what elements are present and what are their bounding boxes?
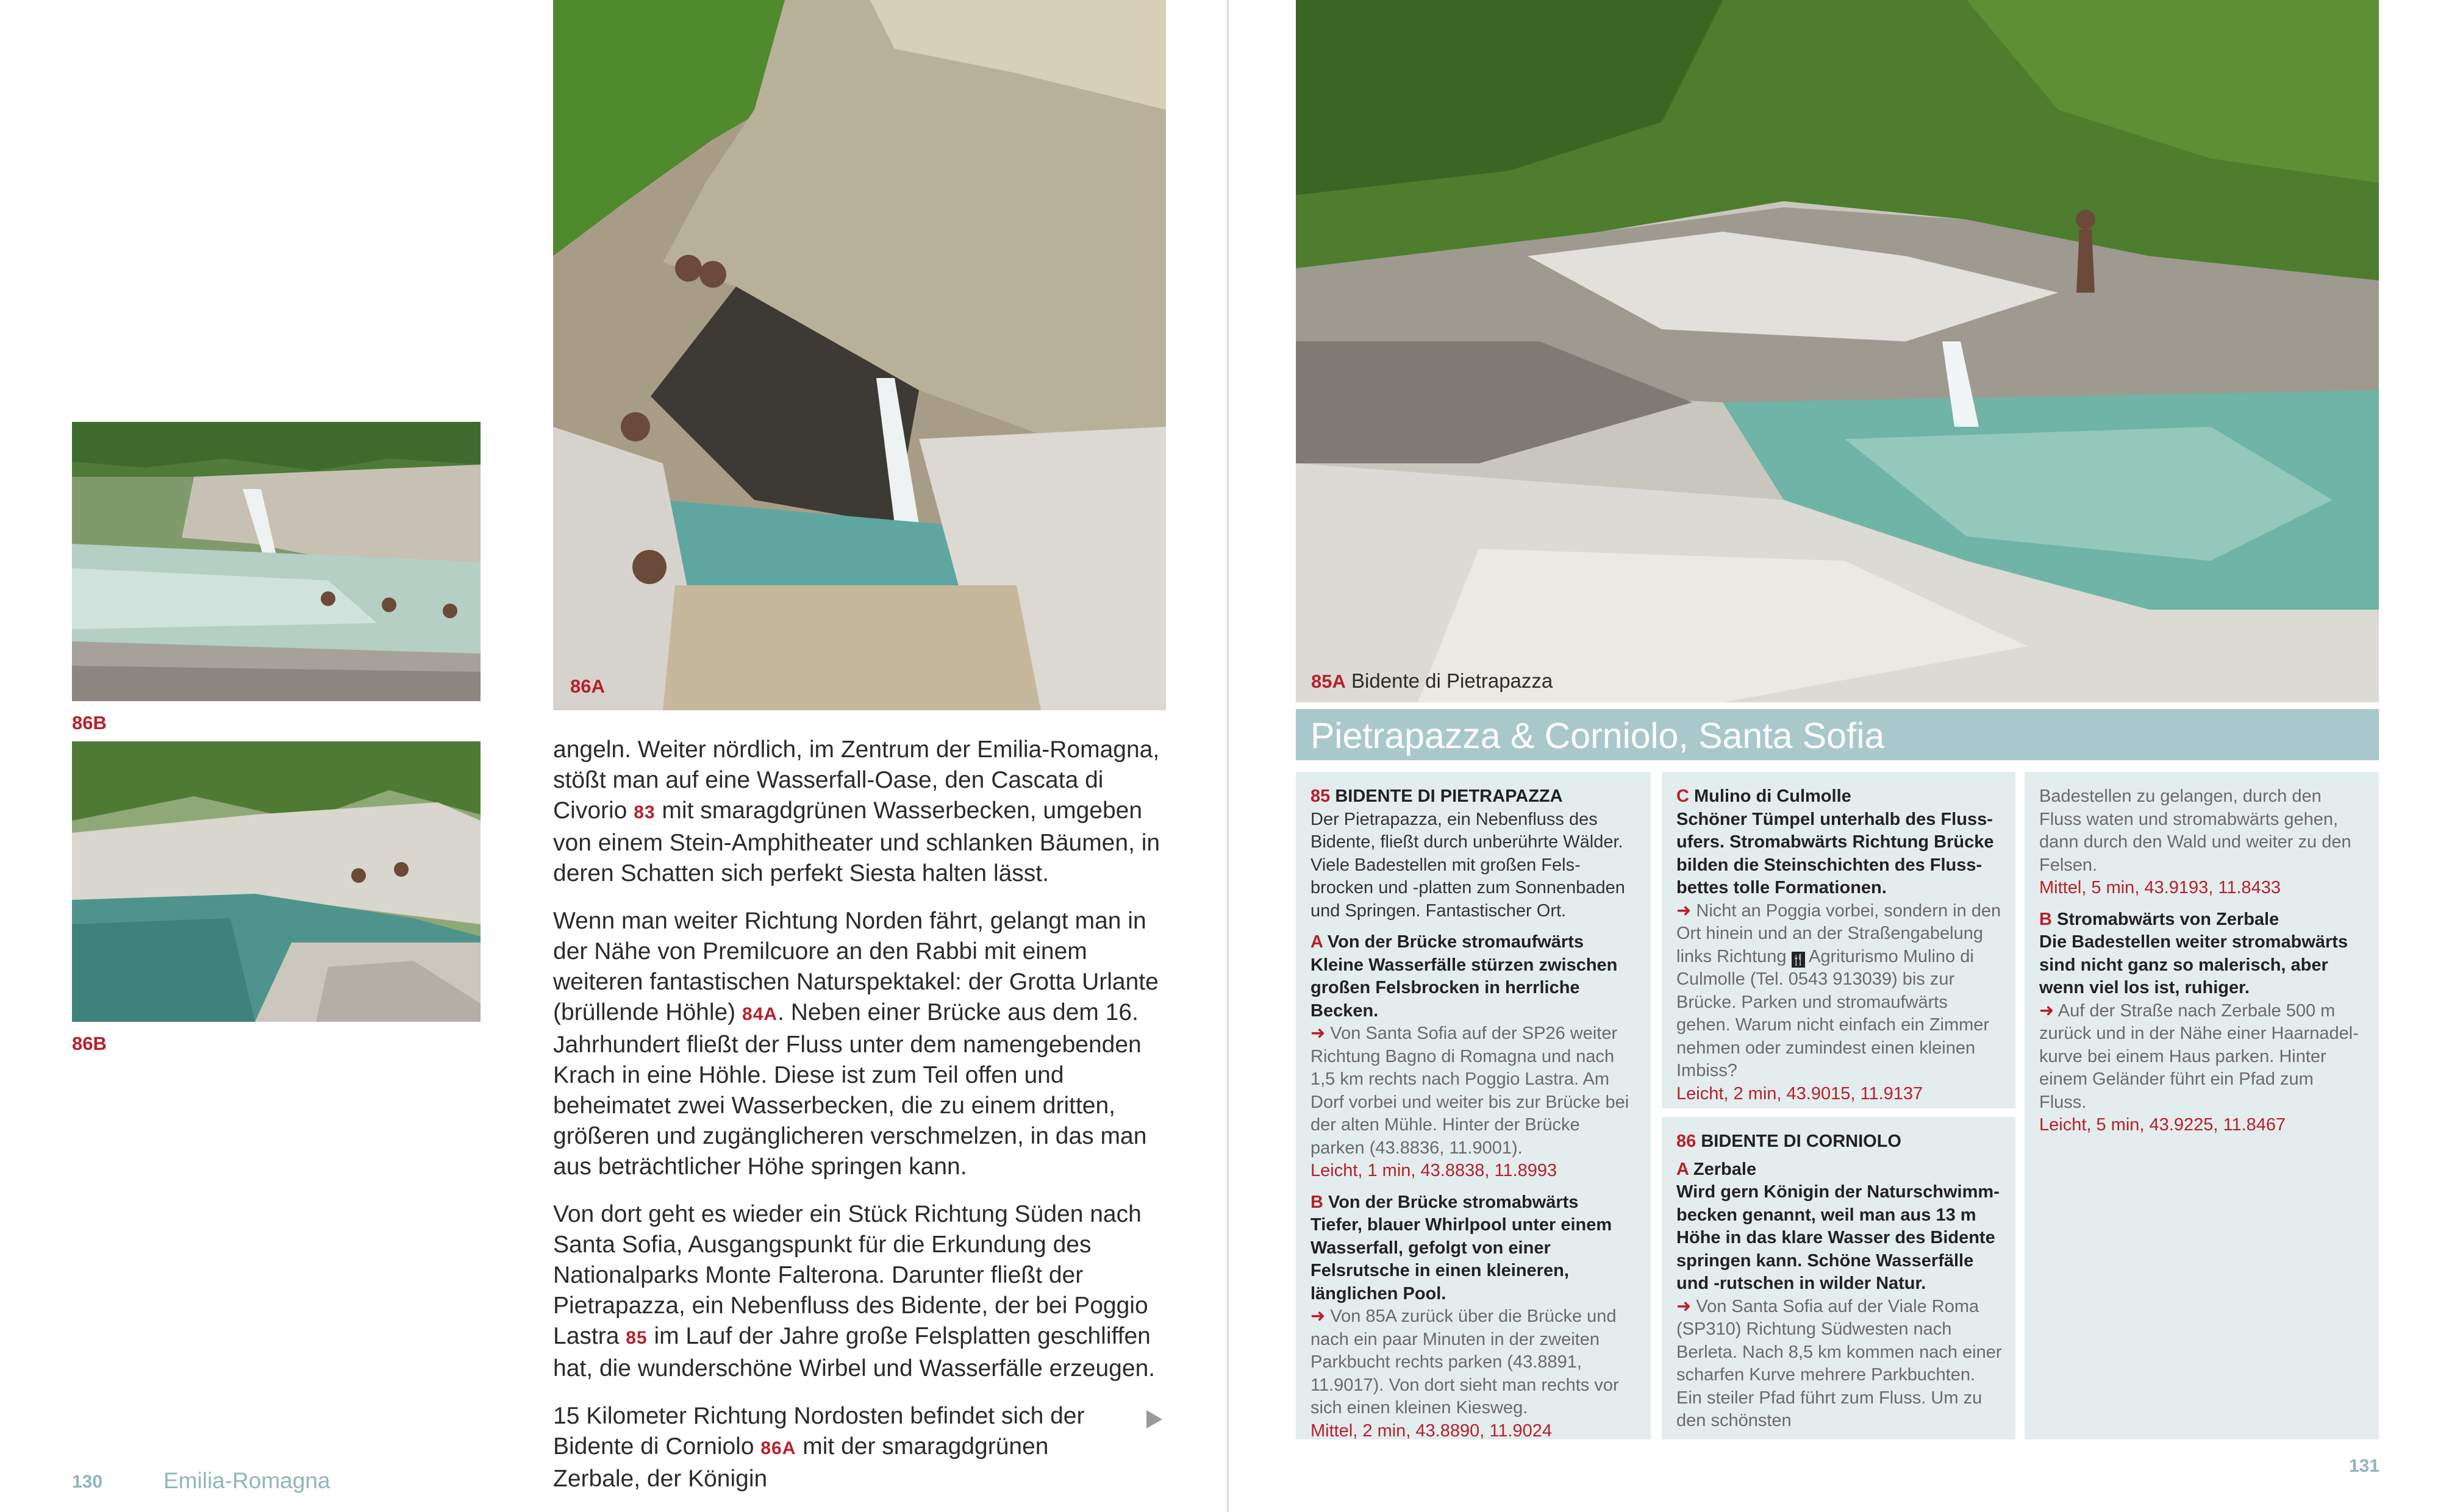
sub-desc-85a: Kleine Wasserfälle stürzen zwischen großen Felsbrocken in herrliche Becken. (1310, 955, 1618, 1021)
sub-desc-86b: Die Badestellen weiter stromabwärts sind nicht ganz so malerisch, aber wenn viel los ist, ruhiger. (2039, 932, 2348, 997)
info-85a: Leicht, 1 min, 43.8838, 11.8993 (1310, 1161, 1557, 1180)
directions-85a: ➜ Von Santa Sofia auf der SP26 weiter Richtung Bagno di Romagna und nach 1,5 km rechts nach Poggio Lastra. Am Dorf vorbei und weiter bis zur Brücke bei der alten Mühle. Hinter der Brücke parken (43.8836, 11.9001). (1310, 1024, 1629, 1158)
directions-86a: ➜ Von Santa Sofia auf der Viale Roma (SP310) Richtung Südwesten nach Berleta. Nach 8,5 km kommen nach einer scharfen Kurve mehrere Parkbuchten. Ein steiler Pfad führt zum Fluss. Um zu den schönsten (1676, 1296, 2002, 1430)
section-title-bar (1296, 709, 2379, 760)
directions-86a-cont: Badestellen zu gelangen, durch den Fluss waten und stromabwärts gehen, dann durch den Wald und weiter zu den Felsen. (2039, 786, 2351, 875)
sub-desc-86a: Wird gern Königin der Naturschwimmbecken genannt, weil man aus 13 m Höhe in das klare Wasser des Bidente springen kann. Schöne Wasserfälle und -rutschen in wilder Natur. (1676, 1182, 2000, 1293)
info-85b: Mittel, 2 min, 43.8890, 11.9024 (1310, 1421, 1553, 1441)
section-title: Pietrapazza & Corniolo, Santa Sofia (1310, 716, 1885, 756)
arrow-right-icon: ➜ (1676, 1296, 1692, 1316)
ref-85: 85 (626, 1328, 648, 1348)
sub-desc-85c: Schöner Tümpel unterhalb des Flussufers. Stromabwärts Richtung Brücke bilden die Steinschichten des Flussbettes tolle Formationen. (1676, 809, 1994, 897)
info-86a: Mittel, 5 min, 43.9193, 11.8433 (2039, 878, 2281, 897)
triangle-right-icon (1146, 1410, 1162, 1428)
page-number-left: 130 (72, 1472, 103, 1492)
main-article-text (553, 735, 1166, 1511)
info-box-86-cont (2025, 772, 2379, 1439)
photo-86a-canyon (553, 0, 1166, 710)
page-gutter (1227, 0, 1229, 1512)
photo-86b-pool (72, 422, 481, 701)
paragraph-3: Von dort geht es wieder ein Stück Richtung Süden nach Santa Sofia, Ausgangspunkt für die Erkundung des Nationalparks Monte Falterona. Darunter fließt der Pietrapazza, ein Nebenfluss des Bidente, der bei Poggio Lastra 85 im Lauf der Jahre große Felsplatten geschliffen hat, die wunderschöne Wirbel und Wasserfälle erzeugen. (553, 1201, 1156, 1382)
sub-heading-86b: B Stromabwärts von Zerbale (2039, 909, 2279, 929)
info-box-85c (1662, 772, 2015, 1108)
info-85c: Leicht, 2 min, 43.9015, 11.9137 (1676, 1083, 1923, 1104)
info-box-86 (1662, 1117, 2015, 1439)
photo-86b-rocks (72, 741, 481, 1022)
arrow-right-icon: ➜ (1676, 900, 1692, 921)
spot-intro-85: Der Pietrapazza, ein Nebenfluss des Bidente, fließt durch unberührte Wälder. Viele Badestellen mit großen Felsbrocken und -platten zum Sonnenbaden und Springen. Fantastischer Ort. (1310, 809, 1625, 921)
photo-label-86b-top: 86B (72, 712, 107, 733)
info-86b: Leicht, 5 min, 43.9225, 11.8467 (2039, 1115, 2286, 1135)
sub-heading-85a: A Von der Brücke stromaufwärts (1310, 932, 1584, 952)
restaurant-icon: 🍴 (1792, 952, 1805, 968)
ref-84a: 84A (742, 1004, 778, 1024)
info-box-85 (1296, 772, 1651, 1439)
photo-caption-85a: 85A Bidente di Pietrapazza (1311, 669, 1553, 692)
spot-heading-86: 86 BIDENTE DI CORNIOLO (1676, 1132, 1901, 1151)
page-number-right: 131 (2349, 1456, 2380, 1476)
arrow-right-icon: ➜ (1310, 1024, 1326, 1043)
ref-86a: 86A (760, 1438, 796, 1458)
directions-85c: ➜ Nicht an Poggia vorbei, sondern in den Ort hinein und an der Straßengabelung links Richtung 🍴 Agriturismo Mulino di Culmolle (Tel. 0543 913039) bis zur Brücke. Parken und stromaufwärts gehen. Warum nicht einfach ein Zimmer nehmen oder zumindest einen kleinen Imbiss? (1676, 900, 2001, 1080)
paragraph-1: angeln. Weiter nördlich, im Zentrum der Emilia-Romagna, stößt man auf eine Wasserfall-Oase, den Cascata di Civorio 83 mit smaragdgrünen Wasserbecken, umgeben von einem Stein-Amphitheater und schlanken Bäumen, in deren Schatten sich perfekt Siesta halten lässt. (553, 736, 1160, 886)
sub-desc-85b: Tiefer, blauer Whirlpool unter einem Wasserfall, gefolgt von einer Felsrutsche in einen kleineren, länglichen Pool. (1310, 1215, 1612, 1303)
arrow-right-icon: ➜ (2039, 1000, 2054, 1021)
photo-label-86a: 86A (570, 676, 605, 697)
photo-85a-bidente (1296, 0, 2379, 702)
directions-85b: ➜ Von 85A zurück über die Brücke und nach ein paar Minuten in der zweiten Parkbucht rechts parken (43.8891, 11.9017). Von dort sieht man rechts vor sich einen kleinen Kiesweg. (1310, 1307, 1619, 1417)
photo-label-86b-bottom: 86B (72, 1033, 107, 1054)
spot-heading-85: 85 BIDENTE DI PIETRAPAZZA (1310, 786, 1563, 806)
ref-83: 83 (634, 802, 656, 822)
sub-heading-85b: B Von der Brücke stromabwärts (1310, 1192, 1579, 1212)
sub-heading-86a: A Zerbale (1676, 1159, 1757, 1179)
paragraph-4: 15 Kilometer Richtung Nordosten befindet sich der Bidente di Corniolo 86A mit der smaragdgrünen Zerbale, der Königin (553, 1403, 1085, 1492)
running-section-title: Emilia-Romagna (163, 1468, 331, 1493)
arrow-right-icon: ➜ (1310, 1307, 1326, 1326)
directions-86b: ➜ Auf der Straße nach Zerbale 500 m zurück und in der Nähe einer Haarnadelkurve bei einem Haus parken. Hinter einem Geländer führt ein Pfad zum Fluss. (2039, 1000, 2359, 1112)
sub-heading-85c: C Mulino di Culmolle (1676, 786, 1851, 806)
paragraph-2: Wenn man weiter Richtung Norden fährt, gelangt man in der Nähe von Premilcuore an den Rabbi mit einem weiteren fantastischen Naturspektakel: der Grotta Urlante (brüllende Höhle) 84A. Neben einer Brücke aus dem 16. Jahrhundert fließt der Fluss unter dem namengebenden Krach in eine Höhle. Diese ist zum Teil offen und beheimatet zwei Wasserbecken, die zu einem dritten, größeren und zugänglicheren verschmelzen, in das man aus beträchtlicher Höhe springen kann. (553, 908, 1159, 1180)
